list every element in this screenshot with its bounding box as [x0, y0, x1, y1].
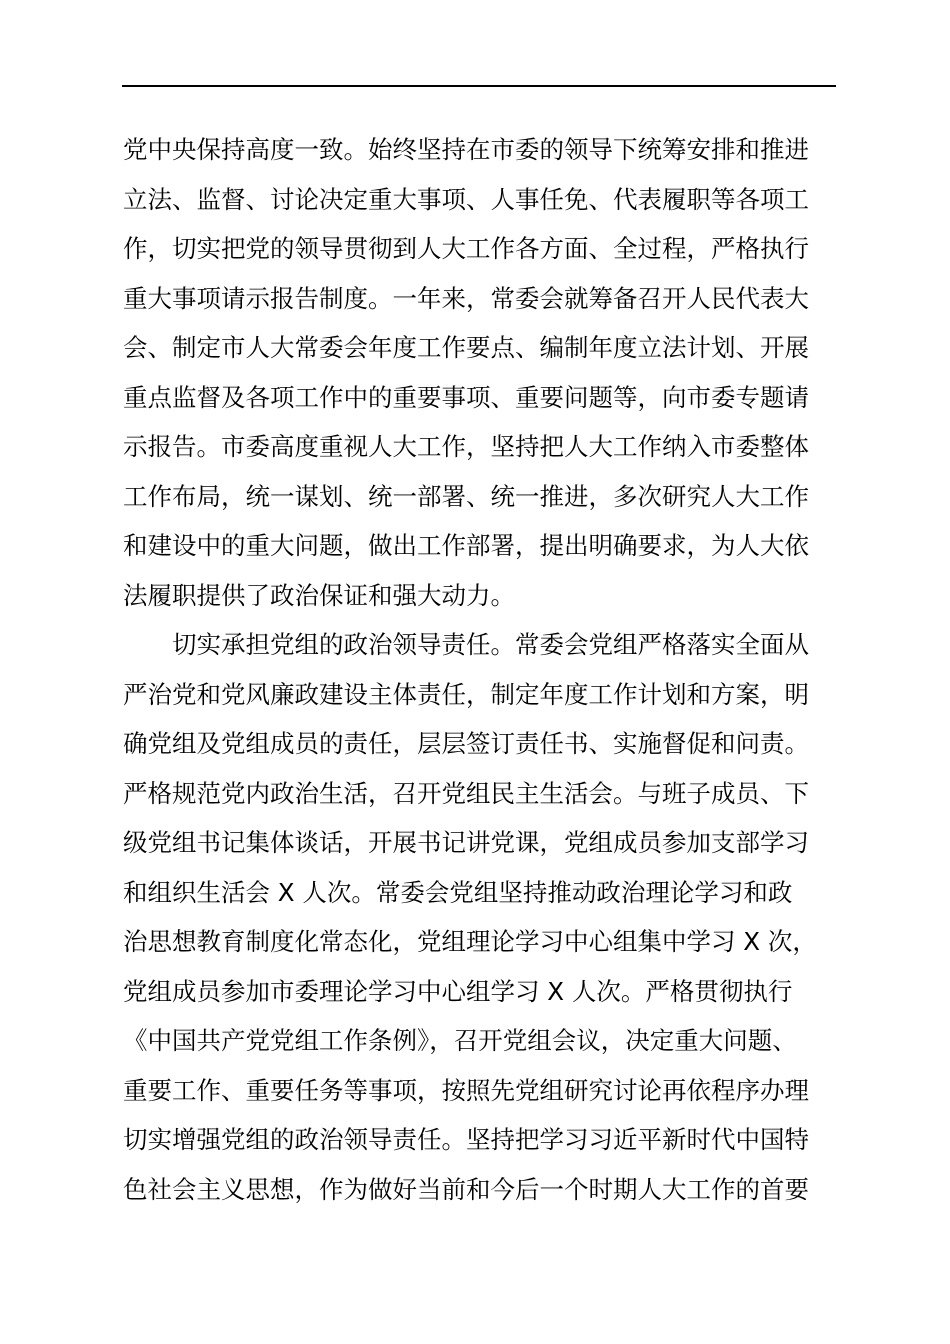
paragraph-start-line: 切实承担党组的政治领导责任。常委会党组严格落实全面从 [172, 630, 809, 659]
text-line: 严格规范党内政治生活，召开党组民主生活会。与班子成员、下 [123, 778, 809, 808]
text-line: 党组成员参加市委理论学习中心组学习 X 人次。严格贯彻执行 [123, 976, 793, 1006]
text-line: 治思想教育制度化常态化，党组理论学习中心组集中学习 X 次， [123, 927, 817, 956]
text-line: 和建设中的重大问题，做出工作部署，提出明确要求，为人大依 [123, 531, 809, 560]
text-line: 《中国共产党党组工作条例》，召开党组会议，决定重大问题、 [123, 1026, 797, 1055]
text-line: 重点监督及各项工作中的重要事项、重要问题等，向市委专题请 [123, 382, 809, 412]
text-line: 和组织生活会 X 人次。常委会党组坚持推动政治理论学习和政 [123, 877, 793, 907]
text-line: 级党组书记集体谈话，开展书记讲党课，党组成员参加支部学习 [123, 828, 809, 857]
text-line: 法履职提供了政治保证和强大动力。 [123, 580, 515, 610]
text-line: 工作布局，统一谋划、统一部署、统一推进，多次研究人大工作 [123, 481, 809, 511]
text-line: 作，切实把党的领导贯彻到人大工作各方面、全过程，严格执行 [123, 234, 809, 263]
text-line: 重要工作、重要任务等事项，按照先党组研究讨论再依程序办理 [123, 1075, 809, 1105]
body-text [123, 125, 843, 1214]
text-line: 党中央保持高度一致。始终坚持在市委的领导下统筹安排和推进 [123, 135, 809, 164]
text-line: 会、制定市人大常委会年度工作要点、编制年度立法计划、开展 [123, 333, 809, 362]
text-line: 严治党和党风廉政建设主体责任，制定年度工作计划和方案，明 [123, 679, 809, 709]
header-rule [122, 85, 836, 87]
text-line: 示报告。市委高度重视人大工作，坚持把人大工作纳入市委整体 [123, 432, 809, 461]
text-line: 切实增强党组的政治领导责任。坚持把学习习近平新时代中国特 [123, 1125, 809, 1154]
text-line: 立法、监督、讨论决定重大事项、人事任免、代表履职等各项工 [123, 184, 809, 214]
text-line: 重大事项请示报告制度。一年来，常委会就筹备召开人民代表大 [123, 283, 809, 313]
text-line: 色社会主义思想，作为做好当前和今后一个时期人大工作的首要 [123, 1174, 809, 1204]
text-line: 确党组及党组成员的责任，层层签订责任书、实施督促和问责。 [123, 729, 809, 758]
